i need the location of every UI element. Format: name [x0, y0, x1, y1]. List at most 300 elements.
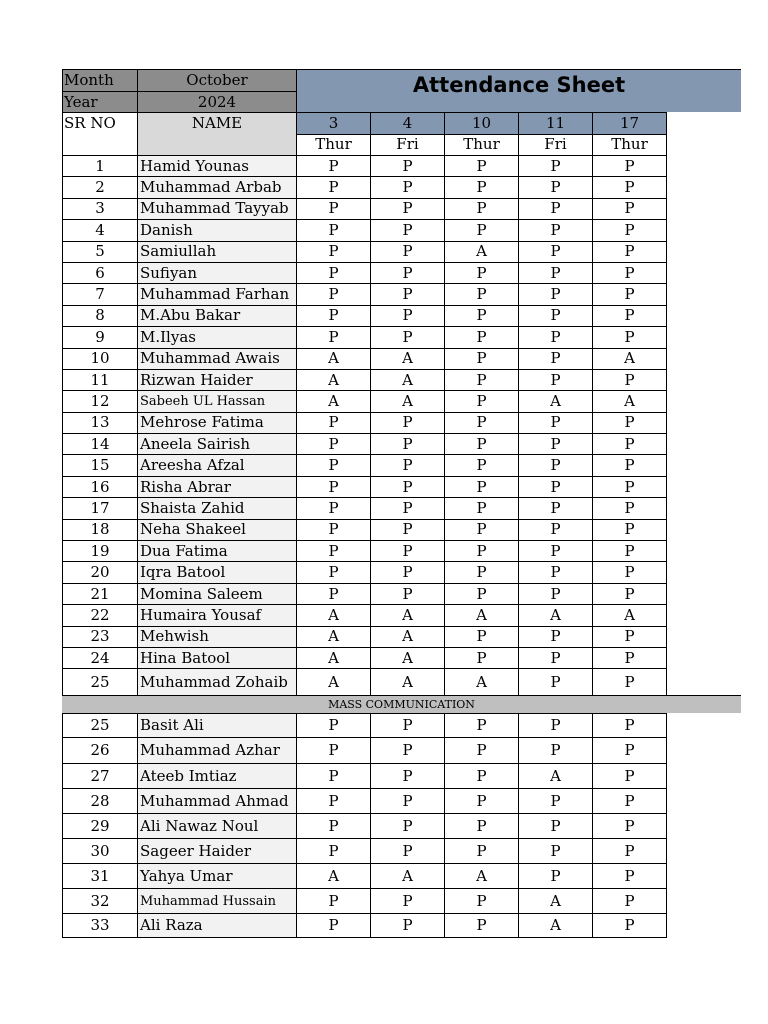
table-row — [62, 476, 741, 497]
attendance-cell[interactable]: P — [592, 838, 667, 863]
attendance-cell[interactable]: P — [296, 540, 370, 561]
table-row — [62, 305, 741, 326]
attendance-cell[interactable]: P — [592, 626, 667, 647]
student-name-cell: Muhammad Ahmad — [137, 788, 296, 813]
attendance-cell[interactable]: P — [370, 476, 444, 497]
sr-no-cell: 27 — [62, 763, 137, 788]
sr-no-cell: 25 — [62, 668, 137, 695]
attendance-cell[interactable]: P — [444, 838, 518, 863]
student-name-cell: Muhammad Hussain — [137, 888, 296, 913]
attendance-cell[interactable]: A — [370, 668, 444, 695]
attendance-cell[interactable]: P — [370, 241, 444, 262]
attendance-cell[interactable]: A — [296, 604, 370, 625]
attendance-cell[interactable]: P — [296, 763, 370, 788]
student-name-cell: Mehrose Fatima — [137, 412, 296, 433]
attendance-cell[interactable]: P — [518, 713, 592, 737]
attendance-cell[interactable]: P — [296, 561, 370, 582]
attendance-cell[interactable]: P — [296, 326, 370, 347]
attendance-cell[interactable]: P — [592, 888, 667, 913]
attendance-cell[interactable]: P — [444, 433, 518, 454]
attendance-cell[interactable]: P — [592, 737, 667, 763]
table-row — [62, 668, 741, 695]
attendance-cell[interactable]: P — [296, 433, 370, 454]
attendance-cell[interactable]: P — [444, 476, 518, 497]
date-header: 11 — [519, 113, 592, 134]
attendance-cell[interactable]: A — [370, 863, 444, 888]
attendance-cell[interactable]: P — [444, 713, 518, 737]
table-row — [62, 390, 741, 411]
attendance-cell[interactable]: P — [592, 497, 667, 518]
table-row — [62, 626, 741, 647]
section-row — [62, 695, 741, 713]
attendance-cell[interactable]: A — [370, 348, 444, 369]
attendance-cell[interactable]: P — [370, 155, 444, 176]
sr-no-cell: 10 — [62, 348, 137, 369]
attendance-cell[interactable]: P — [518, 519, 592, 540]
attendance-cell[interactable]: P — [370, 433, 444, 454]
attendance-cell[interactable]: P — [296, 737, 370, 763]
student-name-cell: Mehwish — [137, 626, 296, 647]
sr-no-header: SR NO — [62, 112, 137, 155]
student-name-cell: Sufiyan — [137, 262, 296, 283]
student-name-cell: Humaira Yousaf — [137, 604, 296, 625]
attendance-cell[interactable]: P — [370, 788, 444, 813]
attendance-cell[interactable]: A — [444, 863, 518, 888]
attendance-cell[interactable]: P — [444, 390, 518, 411]
table-row — [62, 519, 741, 540]
sr-no-cell: 5 — [62, 241, 137, 262]
attendance-cell[interactable]: A — [444, 668, 518, 695]
attendance-cell[interactable]: P — [518, 863, 592, 888]
student-name-cell: Muhammad Tayyab — [137, 198, 296, 219]
attendance-cell[interactable]: P — [592, 561, 667, 582]
attendance-cell[interactable]: P — [296, 305, 370, 326]
table-row — [62, 888, 741, 913]
attendance-cell[interactable]: P — [592, 454, 667, 475]
student-name-cell: Muhammad Farhan — [137, 283, 296, 304]
name-header: NAME — [137, 112, 296, 155]
sr-no-cell: 32 — [62, 888, 137, 913]
attendance-cell[interactable]: P — [296, 262, 370, 283]
attendance-cell[interactable]: A — [518, 888, 592, 913]
sr-no-cell: 15 — [62, 454, 137, 475]
attendance-cell[interactable]: P — [592, 540, 667, 561]
table-row — [62, 262, 741, 283]
section-label: MASS COMMUNICATION — [62, 695, 741, 713]
student-name-cell: Iqra Batool — [137, 561, 296, 582]
table-row — [62, 540, 741, 561]
attendance-cell[interactable]: P — [518, 305, 592, 326]
attendance-cell[interactable]: A — [370, 390, 444, 411]
attendance-cell[interactable]: P — [370, 540, 444, 561]
attendance-cell[interactable]: P — [592, 763, 667, 788]
sr-no-cell: 29 — [62, 813, 137, 838]
attendance-cell[interactable]: P — [296, 412, 370, 433]
attendance-cell[interactable]: P — [592, 668, 667, 695]
attendance-cell[interactable]: P — [518, 219, 592, 240]
attendance-cell[interactable]: P — [296, 454, 370, 475]
attendance-cell[interactable]: P — [592, 713, 667, 737]
attendance-cell[interactable]: P — [370, 519, 444, 540]
attendance-cell[interactable]: P — [518, 813, 592, 838]
sr-no-cell: 12 — [62, 390, 137, 411]
attendance-cell[interactable]: P — [444, 763, 518, 788]
sr-no-cell: 33 — [62, 913, 137, 937]
attendance-cell[interactable]: P — [370, 888, 444, 913]
sr-no-cell: 11 — [62, 369, 137, 390]
table-row — [62, 454, 741, 475]
student-name-cell: Yahya Umar — [137, 863, 296, 888]
section-student-rows — [62, 713, 741, 937]
attendance-cell[interactable]: P — [444, 454, 518, 475]
date-col-5 — [592, 112, 667, 155]
sr-no-cell: 24 — [62, 647, 137, 668]
student-name-cell: Hina Batool — [137, 647, 296, 668]
date-header: 3 — [297, 113, 370, 134]
attendance-cell[interactable]: P — [296, 497, 370, 518]
attendance-cell[interactable]: P — [296, 283, 370, 304]
attendance-cell[interactable]: P — [518, 326, 592, 347]
sr-no-cell: 13 — [62, 412, 137, 433]
attendance-cell[interactable]: A — [370, 626, 444, 647]
attendance-cell[interactable]: P — [370, 283, 444, 304]
date-col-3 — [444, 112, 518, 155]
sr-no-cell: 21 — [62, 583, 137, 604]
attendance-cell[interactable]: P — [444, 305, 518, 326]
attendance-cell[interactable]: P — [592, 519, 667, 540]
attendance-cell[interactable]: A — [518, 604, 592, 625]
attendance-cell[interactable]: P — [518, 155, 592, 176]
day-header: Fri — [371, 134, 444, 155]
attendance-cell[interactable]: P — [592, 262, 667, 283]
attendance-cell[interactable]: P — [444, 561, 518, 582]
attendance-cell[interactable]: P — [296, 713, 370, 737]
attendance-sheet — [62, 69, 741, 937]
student-name-cell: Aneela Sairish — [137, 433, 296, 454]
date-col-1 — [296, 112, 370, 155]
student-name-cell: Risha Abrar — [137, 476, 296, 497]
attendance-cell[interactable]: P — [518, 198, 592, 219]
table-row — [62, 737, 741, 763]
attendance-cell[interactable]: P — [592, 433, 667, 454]
attendance-cell[interactable]: P — [444, 155, 518, 176]
attendance-cell[interactable]: P — [592, 198, 667, 219]
sr-no-cell: 20 — [62, 561, 137, 582]
attendance-cell[interactable]: P — [592, 219, 667, 240]
attendance-cell[interactable]: P — [444, 519, 518, 540]
attendance-cell[interactable]: P — [444, 348, 518, 369]
student-name-cell: Neha Shakeel — [137, 519, 296, 540]
attendance-cell[interactable]: P — [444, 176, 518, 197]
sheet-title: Attendance Sheet — [296, 69, 741, 112]
attendance-cell[interactable]: P — [444, 647, 518, 668]
sr-no-cell: 17 — [62, 497, 137, 518]
attendance-cell[interactable]: A — [592, 390, 667, 411]
attendance-cell[interactable]: P — [444, 219, 518, 240]
month-value[interactable]: October — [137, 69, 296, 91]
student-name-cell: Muhammad Awais — [137, 348, 296, 369]
attendance-cell[interactable]: P — [592, 863, 667, 888]
attendance-cell[interactable]: A — [296, 626, 370, 647]
attendance-cell[interactable]: P — [370, 838, 444, 863]
table-row — [62, 913, 741, 937]
student-name-cell: Shaista Zahid — [137, 497, 296, 518]
attendance-cell[interactable]: P — [370, 913, 444, 937]
attendance-cell[interactable]: A — [592, 604, 667, 625]
attendance-cell[interactable]: P — [592, 305, 667, 326]
attendance-cell[interactable]: P — [518, 348, 592, 369]
attendance-cell[interactable]: P — [370, 583, 444, 604]
date-col-4 — [518, 112, 592, 155]
year-value[interactable]: 2024 — [137, 91, 296, 112]
attendance-cell[interactable]: P — [444, 369, 518, 390]
column-header-row — [62, 112, 741, 155]
table-row — [62, 433, 741, 454]
attendance-cell[interactable]: P — [370, 454, 444, 475]
sr-no-cell: 8 — [62, 305, 137, 326]
table-row — [62, 863, 741, 888]
sr-no-cell: 7 — [62, 283, 137, 304]
attendance-cell[interactable]: P — [296, 788, 370, 813]
attendance-cell[interactable]: P — [444, 583, 518, 604]
attendance-cell[interactable]: P — [518, 433, 592, 454]
attendance-cell[interactable]: P — [444, 540, 518, 561]
day-header: Thur — [593, 134, 666, 155]
attendance-cell[interactable]: P — [592, 369, 667, 390]
attendance-cell[interactable]: A — [518, 913, 592, 937]
attendance-cell[interactable]: P — [518, 838, 592, 863]
attendance-cell[interactable]: P — [518, 454, 592, 475]
attendance-cell[interactable]: P — [444, 326, 518, 347]
attendance-cell[interactable]: A — [444, 241, 518, 262]
table-bottom-border — [62, 937, 667, 938]
attendance-cell[interactable]: P — [370, 561, 444, 582]
table-row — [62, 713, 741, 737]
attendance-cell[interactable]: P — [370, 763, 444, 788]
table-row — [62, 241, 741, 262]
attendance-cell[interactable]: A — [518, 763, 592, 788]
attendance-cell[interactable]: P — [370, 176, 444, 197]
attendance-cell[interactable]: P — [518, 561, 592, 582]
attendance-cell[interactable]: P — [296, 838, 370, 863]
attendance-cell[interactable]: P — [518, 737, 592, 763]
attendance-cell[interactable]: P — [370, 326, 444, 347]
attendance-cell[interactable]: A — [370, 369, 444, 390]
attendance-cell[interactable]: A — [296, 348, 370, 369]
day-header: Fri — [519, 134, 592, 155]
attendance-cell[interactable]: P — [592, 647, 667, 668]
attendance-cell[interactable]: P — [296, 241, 370, 262]
student-name-cell: Muhammad Azhar — [137, 737, 296, 763]
attendance-cell[interactable]: P — [444, 788, 518, 813]
sr-no-cell: 31 — [62, 863, 137, 888]
attendance-cell[interactable]: A — [296, 390, 370, 411]
table-row — [62, 788, 741, 813]
sr-no-cell: 14 — [62, 433, 137, 454]
attendance-cell[interactable]: A — [444, 604, 518, 625]
student-name-cell: Momina Saleem — [137, 583, 296, 604]
attendance-cell[interactable]: P — [592, 412, 667, 433]
attendance-cell[interactable]: P — [444, 737, 518, 763]
attendance-cell[interactable]: P — [296, 813, 370, 838]
year-label: Year — [62, 91, 137, 112]
table-row — [62, 813, 741, 838]
attendance-cell[interactable]: P — [518, 476, 592, 497]
table-row — [62, 561, 741, 582]
attendance-cell[interactable]: P — [370, 219, 444, 240]
table-row — [62, 583, 741, 604]
table-row — [62, 497, 741, 518]
student-name-cell: Sabeeh UL Hassan — [137, 390, 296, 411]
attendance-cell[interactable]: P — [370, 305, 444, 326]
table-row — [62, 283, 741, 304]
attendance-cell[interactable]: P — [592, 326, 667, 347]
attendance-cell[interactable]: P — [518, 497, 592, 518]
attendance-cell[interactable]: P — [518, 412, 592, 433]
attendance-cell[interactable]: P — [592, 283, 667, 304]
sr-no-cell: 22 — [62, 604, 137, 625]
table-row — [62, 647, 741, 668]
table-row — [62, 155, 741, 176]
table-row — [62, 369, 741, 390]
attendance-cell[interactable]: P — [592, 476, 667, 497]
attendance-cell[interactable]: P — [296, 176, 370, 197]
student-name-cell: Basit Ali — [137, 713, 296, 737]
attendance-cell[interactable]: P — [592, 913, 667, 937]
student-name-cell: Danish — [137, 219, 296, 240]
sr-no-cell: 18 — [62, 519, 137, 540]
attendance-cell[interactable]: P — [518, 788, 592, 813]
table-row — [62, 348, 741, 369]
student-name-cell: Dua Fatima — [137, 540, 296, 561]
attendance-cell[interactable]: P — [592, 788, 667, 813]
attendance-cell[interactable]: P — [444, 198, 518, 219]
sr-no-cell: 16 — [62, 476, 137, 497]
date-col-2 — [370, 112, 444, 155]
attendance-cell[interactable]: P — [370, 713, 444, 737]
student-name-cell: Areesha Afzal — [137, 454, 296, 475]
date-header: 17 — [593, 113, 666, 134]
table-row — [62, 763, 741, 788]
student-name-cell: Rizwan Haider — [137, 369, 296, 390]
sr-no-cell: 30 — [62, 838, 137, 863]
attendance-cell[interactable]: P — [592, 583, 667, 604]
student-name-cell: Muhammad Arbab — [137, 176, 296, 197]
attendance-cell[interactable]: P — [296, 583, 370, 604]
sr-no-cell: 19 — [62, 540, 137, 561]
attendance-cell[interactable]: P — [444, 283, 518, 304]
attendance-cell[interactable]: P — [444, 913, 518, 937]
student-name-cell: Sageer Haider — [137, 838, 296, 863]
attendance-cell[interactable]: P — [296, 476, 370, 497]
attendance-cell[interactable]: P — [370, 412, 444, 433]
sr-no-cell: 2 — [62, 176, 137, 197]
attendance-cell[interactable]: P — [296, 913, 370, 937]
date-header: 10 — [445, 113, 518, 134]
attendance-cell[interactable]: P — [296, 888, 370, 913]
attendance-cell[interactable]: P — [518, 241, 592, 262]
sr-no-cell: 4 — [62, 219, 137, 240]
attendance-cell[interactable]: P — [370, 737, 444, 763]
attendance-cell[interactable]: P — [296, 155, 370, 176]
attendance-cell[interactable]: P — [296, 219, 370, 240]
sr-no-cell: 28 — [62, 788, 137, 813]
student-name-cell: M.Abu Bakar — [137, 305, 296, 326]
sr-no-cell: 6 — [62, 262, 137, 283]
student-name-cell: Hamid Younas — [137, 155, 296, 176]
attendance-cell[interactable]: A — [370, 604, 444, 625]
sr-no-cell: 3 — [62, 198, 137, 219]
attendance-cell[interactable]: P — [518, 668, 592, 695]
attendance-cell[interactable]: P — [444, 888, 518, 913]
attendance-cell[interactable]: P — [592, 241, 667, 262]
student-name-cell: Muhammad Zohaib — [137, 668, 296, 695]
attendance-cell[interactable]: A — [296, 369, 370, 390]
table-row — [62, 198, 741, 219]
table-row — [62, 604, 741, 625]
table-row — [62, 412, 741, 433]
table-row — [62, 326, 741, 347]
attendance-cell[interactable]: A — [296, 668, 370, 695]
attendance-cell[interactable]: A — [296, 863, 370, 888]
attendance-cell[interactable]: P — [296, 519, 370, 540]
attendance-cell[interactable]: P — [518, 176, 592, 197]
day-header: Thur — [297, 134, 370, 155]
attendance-cell[interactable]: A — [592, 348, 667, 369]
student-name-cell: Ali Raza — [137, 913, 296, 937]
sr-no-cell: 25 — [62, 713, 137, 737]
day-header: Thur — [445, 134, 518, 155]
date-header: 4 — [371, 113, 444, 134]
sr-no-cell: 23 — [62, 626, 137, 647]
attendance-cell[interactable]: P — [518, 647, 592, 668]
student-name-cell: Ateeb Imtiaz — [137, 763, 296, 788]
student-name-cell: Samiullah — [137, 241, 296, 262]
attendance-cell[interactable]: P — [444, 626, 518, 647]
attendance-cell[interactable]: P — [444, 813, 518, 838]
attendance-cell[interactable]: A — [518, 390, 592, 411]
attendance-cell[interactable]: P — [518, 583, 592, 604]
student-name-cell: M.Ilyas — [137, 326, 296, 347]
sr-no-cell: 1 — [62, 155, 137, 176]
attendance-cell[interactable]: P — [444, 262, 518, 283]
attendance-cell[interactable]: P — [518, 540, 592, 561]
attendance-cell[interactable]: A — [296, 647, 370, 668]
attendance-cell[interactable]: P — [296, 198, 370, 219]
attendance-cell[interactable]: A — [370, 647, 444, 668]
sr-no-cell: 26 — [62, 737, 137, 763]
attendance-cell[interactable]: P — [592, 176, 667, 197]
attendance-cell[interactable]: P — [592, 155, 667, 176]
month-label: Month — [62, 69, 137, 91]
attendance-cell[interactable]: P — [444, 497, 518, 518]
attendance-cell[interactable]: P — [370, 198, 444, 219]
sr-no-cell: 9 — [62, 326, 137, 347]
attendance-cell[interactable]: P — [518, 369, 592, 390]
table-row — [62, 838, 741, 863]
student-name-cell: Ali Nawaz Noul — [137, 813, 296, 838]
attendance-cell[interactable]: P — [444, 412, 518, 433]
attendance-cell[interactable]: P — [592, 813, 667, 838]
student-rows — [62, 155, 741, 695]
table-row — [62, 219, 741, 240]
attendance-cell[interactable]: P — [370, 497, 444, 518]
attendance-cell[interactable]: P — [370, 262, 444, 283]
attendance-cell[interactable]: P — [370, 813, 444, 838]
attendance-cell[interactable]: P — [518, 626, 592, 647]
attendance-cell[interactable]: P — [518, 283, 592, 304]
attendance-cell[interactable]: P — [518, 262, 592, 283]
